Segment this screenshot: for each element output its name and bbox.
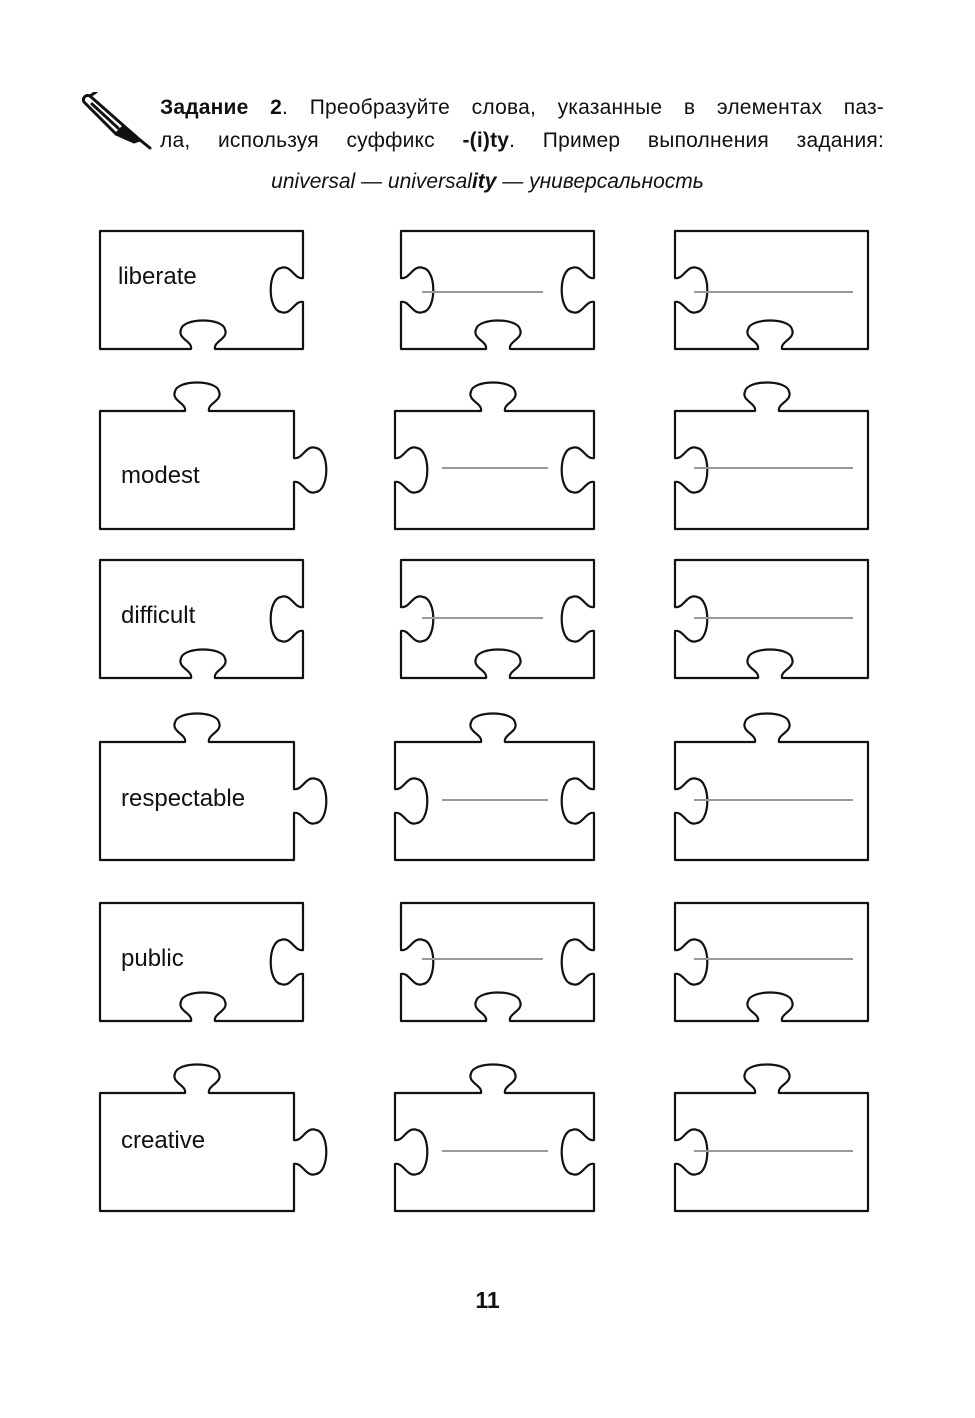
word-respectable: respectable <box>121 785 246 812</box>
page-number: 11 <box>475 1287 500 1313</box>
task-line2-end: . Пример выполнения задания: <box>509 129 884 152</box>
task-suffix: -(i)ty <box>462 129 510 152</box>
puzzle-piece-answer-2-b <box>675 383 868 530</box>
example-dash-1: — <box>355 170 388 193</box>
task-line2-text: ла, используя суффикс <box>160 129 463 152</box>
word-modest: modest <box>121 462 200 489</box>
example-base: universal <box>271 170 356 193</box>
puzzle-piece-answer-6-b <box>675 1065 868 1212</box>
puzzle-piece-answer-6-a <box>395 1065 594 1212</box>
example-translation: универсальность <box>529 170 704 193</box>
puzzle-piece-answer-4-b <box>675 714 868 861</box>
example-dash-2: — <box>496 170 530 193</box>
puzzle-piece-answer-5-b <box>675 903 868 1021</box>
puzzle-piece-answer-1-b <box>675 231 868 349</box>
word-difficult: difficult <box>121 602 196 629</box>
word-creative: creative <box>121 1127 206 1154</box>
puzzle-piece-answer-4-a <box>395 714 594 861</box>
puzzle-piece-answer-1-a <box>401 231 594 349</box>
task-line1-text: . Преобразуйте слова, указанные в элементах паз- <box>282 96 884 119</box>
task-label: Задание 2 <box>160 96 283 119</box>
puzzle-piece-answer-5-a <box>401 903 594 1021</box>
example-derived-stem: universal <box>387 170 472 193</box>
puzzle-piece-answer-2-a <box>395 383 594 530</box>
puzzle-piece-word-2 <box>100 383 326 530</box>
word-public: public <box>121 945 184 972</box>
word-liberate: liberate <box>118 263 197 290</box>
example-derived-suffix: ity <box>471 170 497 193</box>
